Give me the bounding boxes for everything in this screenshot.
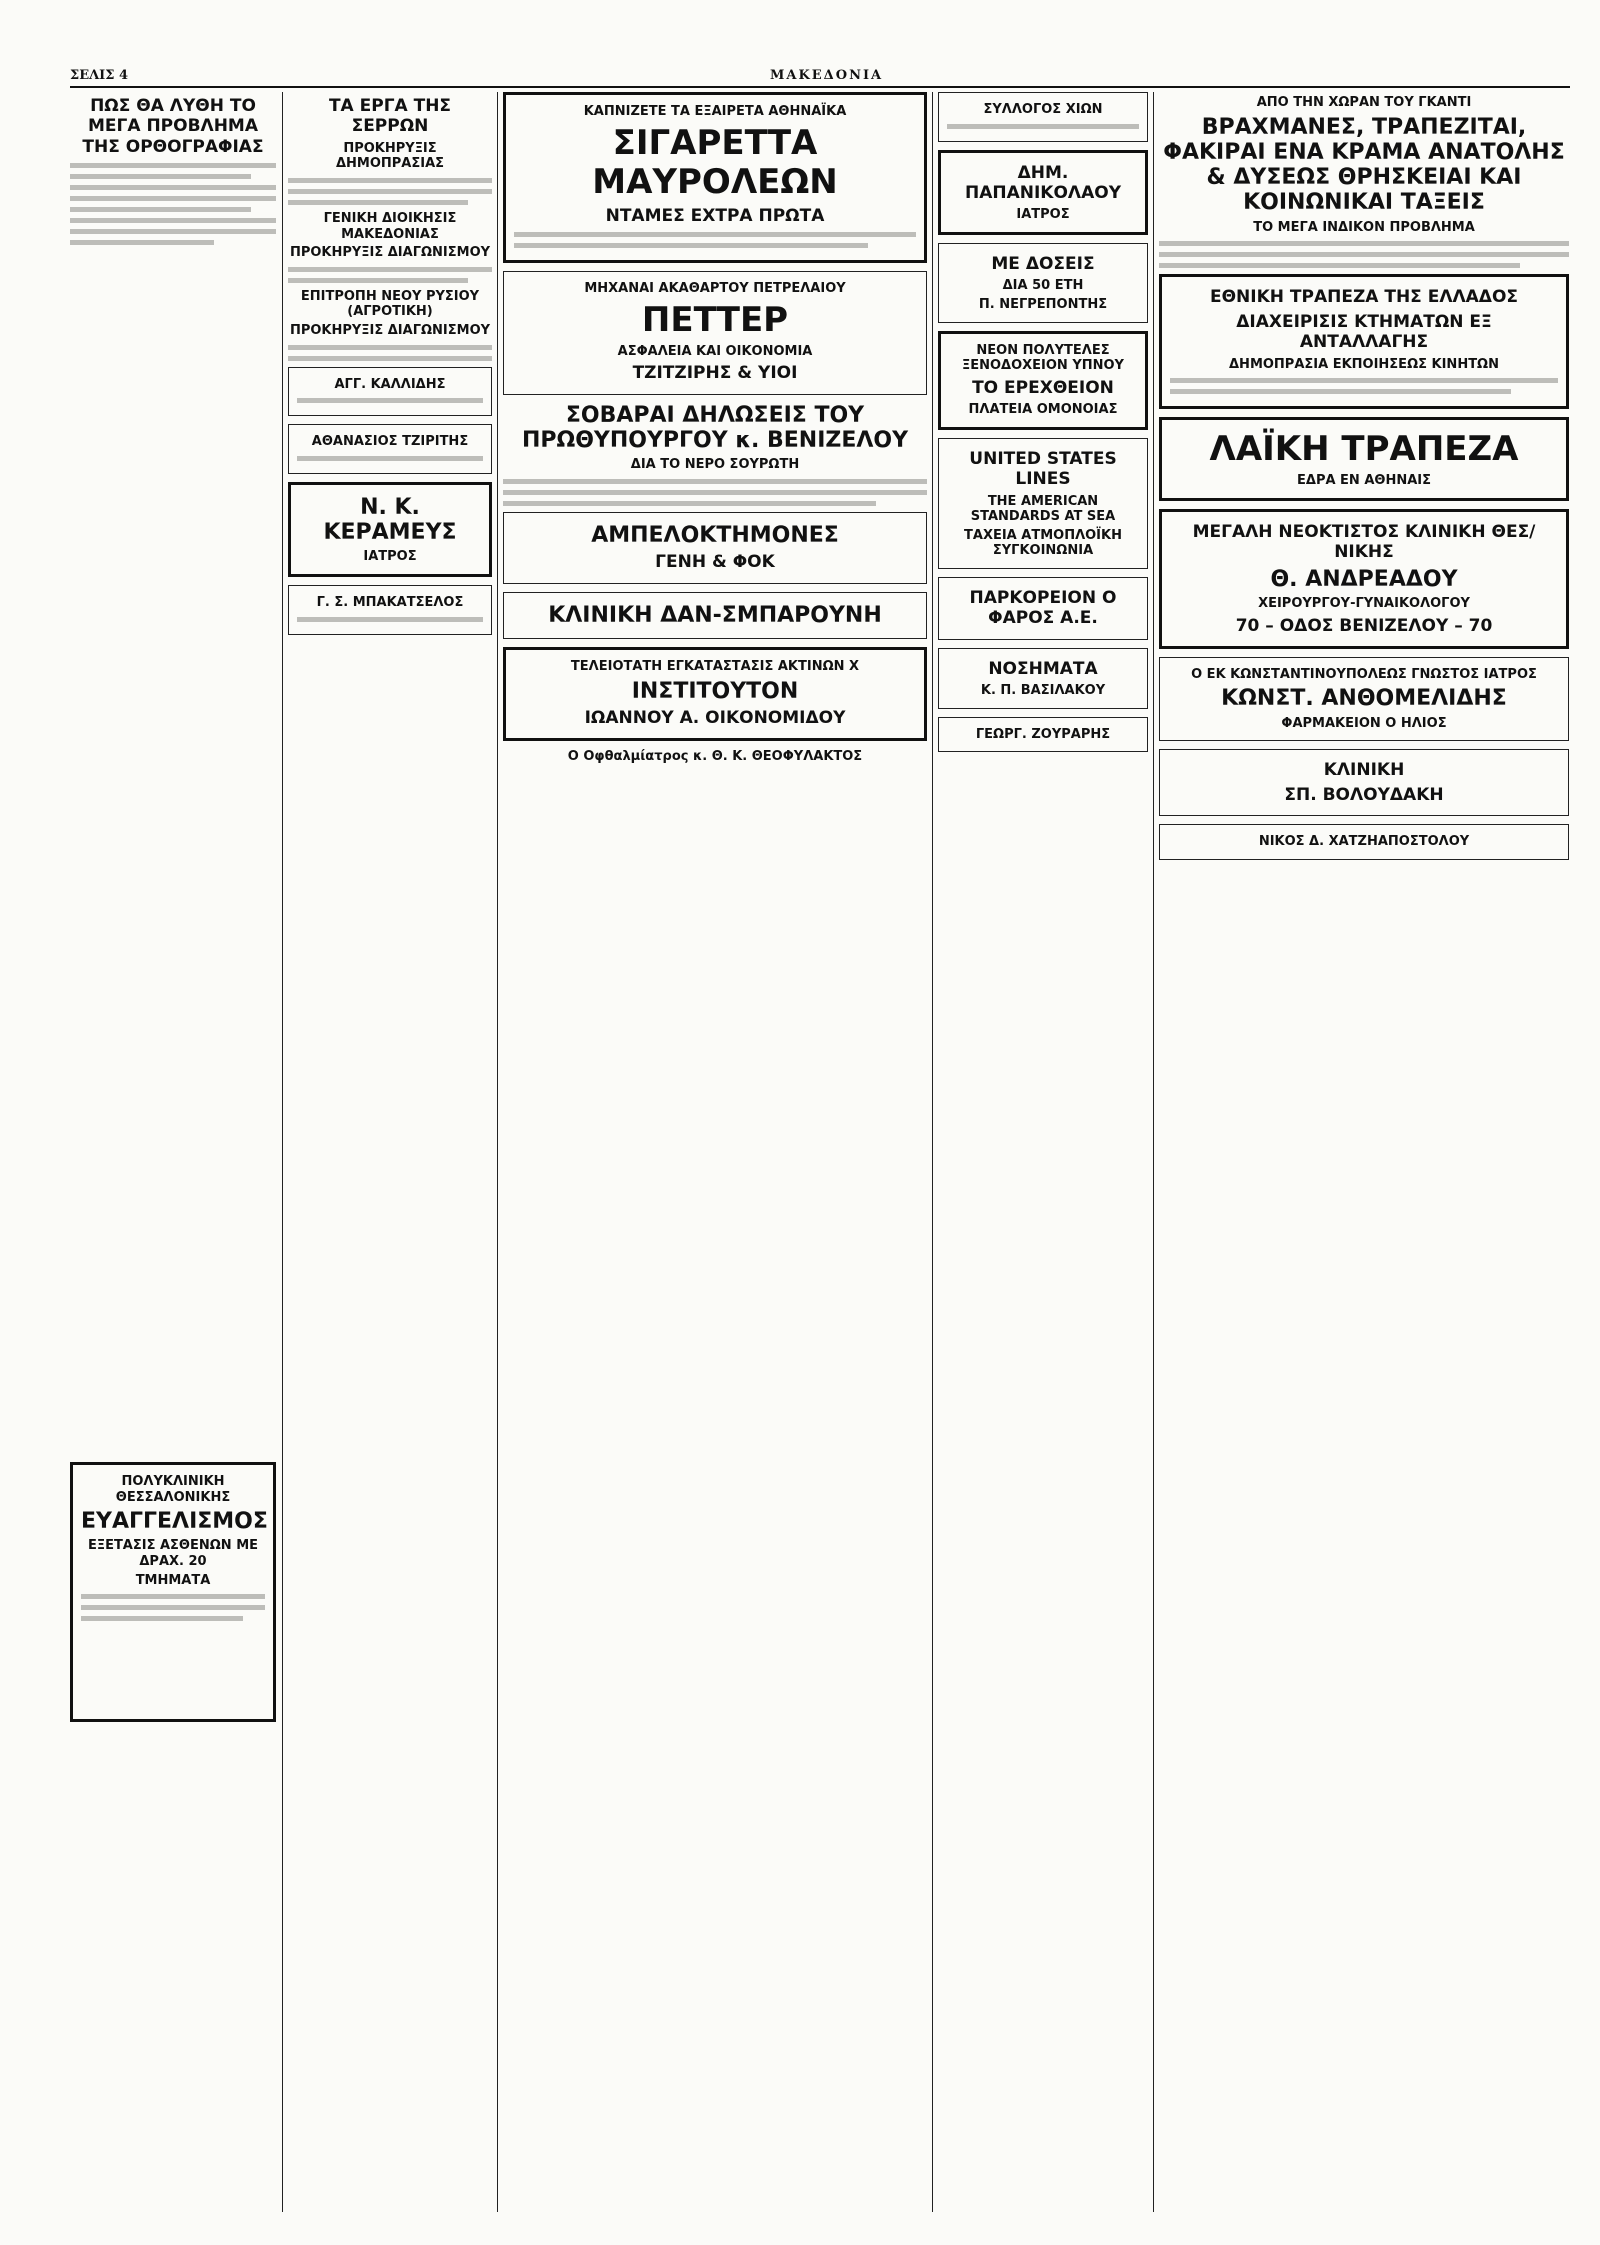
ad-faros: ΠΑΡΚΟΡΕΙΟΝ Ο ΦΑΡΟΣ Α.Ε. [938, 577, 1148, 640]
ad-petter-engines: ΜΗΧΑΝΑΙ ΑΚΑΘΑΡΤΟΥ ΠΕΤΡΕΛΑΙΟΥ ΠΕΤΤΕΡ ΑΣΦΑΛΕΙΑ ΚΑΙ ΟΙΚΟΝΟΜΙΑ ΤΖΙΤΖΙΡΗΣ & ΥΙΟΙ [503, 271, 927, 395]
ad-kerameus: Ν. Κ. ΚΕΡΑΜΕΥΣ ΙΑΤΡΟΣ [288, 482, 492, 577]
ad-tziritis: ΑΘΑΝΑΣΙΟΣ ΤΖΙΡΙΤΗΣ [288, 424, 492, 474]
ad-cigarettes: ΚΑΠΝΙΖΕΤΕ ΤΑ ΕΞΑΙΡΕΤΑ ΑΘΗΝΑΪΚΑ ΣΙΓΑΡΕΤΤΑ ΜΑΥΡΟΛΕΩΝ ΝΤΑΜΕΣ ΕΧΤΡΑ ΠΡΩΤΑ [503, 92, 927, 263]
ad-zourari: ΓΕΩΡΓ. ΖΟΥΡΑΡΗΣ [938, 717, 1148, 753]
ad-chios-union: ΣΥΛΛΟΓΟΣ ΧΙΩΝ [938, 92, 1148, 142]
column-1 [70, 92, 276, 2232]
ad-national-bank: ΕΘΝΙΚΗ ΤΡΑΠΕΖΑ ΤΗΣ ΕΛΛΑΔΟΣ ΔΙΑΧΕΙΡΙΣΙΣ ΚΤΗΜΑΤΩΝ ΕΞ ΑΝΤΑΛΛΑΓΗΣ ΔΗΜΟΠΡΑΣΙΑ ΕΚΠΟΙΗΣΕΩΣ ΚΙΝΗΤΩΝ [1159, 274, 1569, 409]
page-number: ΣΕΛΙΣ 4 [70, 68, 129, 83]
column-4 [938, 92, 1148, 2232]
ad-xray: ΤΕΛΕΙΟΤΑΤΗ ΕΓΚΑΤΑΣΤΑΣΙΣ ΑΚΤΙΝΩΝ Χ ΙΝΣΤΙΤΟΥΤΟΝ ΙΩΑΝΝΟΥ Α. ΟΙΚΟΝΟΜΙΔΟΥ [503, 647, 927, 741]
ad-kallidis: ΑΓΓ. ΚΑΛΛΙΔΗΣ [288, 367, 492, 417]
ad-popular-bank: ΛΑΪΚΗ ΤΡΑΠΕΖΑ ΕΔΡΑ ΕΝ ΑΘΗΝΑΙΣ [1159, 417, 1569, 501]
newspaper-title: ΜΑΚΕΔΟΝΙΑ [770, 68, 884, 83]
ad-hatziapostolou: ΝΙΚΟΣ Δ. ΧΑΤΖΗΑΠΟΣΤΟΛΟΥ [1159, 824, 1569, 860]
article-body [70, 163, 276, 245]
ad-vinegrowers: ΑΜΠΕΛΟΚΤΗΜΟΝΕΣ ΓΕΝΗ & ΦΟΚ [503, 512, 927, 584]
ad-ophthalmologist: Ο Οφθαλμίατρος κ. Θ. Κ. ΘΕΟΦΥΛΑΚΤΟΣ [567, 749, 863, 765]
ad-voloudaki: ΚΛΙΝΙΚΗ ΣΠ. ΒΟΛΟΥΔΑΚΗ [1159, 749, 1569, 816]
page-header [70, 70, 1570, 88]
ad-bakatselos: Γ. Σ. ΜΠΑΚΑΤΣΕΛΟΣ [288, 585, 492, 635]
headline-gandhi: ΒΡΑΧΜΑΝΕΣ, ΤΡΑΠΕΖΙΤΑΙ, ΦΑΚΙΡΑΙ ΕΝΑ ΚΡΑΜΑ ΑΝΑΤΟΛΗΣ & ΔΥΣΕΩΣ ΘΡΗΣΚΕΙΑΙ ΚΑΙ ΚΟΙΝΩΝΙΚΑΙ ΤΑΞΕΙΣ [1163, 114, 1565, 216]
ad-united-states-lines: UNITED STATES LINES THE AMERICAN STANDARDS AT SEA ΤΑΧΕΙΑ ΑΤΜΟΠΛΟΪΚΗ ΣΥΓΚΟΙΝΩΝΙΑ [938, 438, 1148, 569]
ad-vasilakou: ΝΟΣΗΜΑΤΑ Κ. Π. ΒΑΣΙΛΑΚΟΥ [938, 648, 1148, 709]
column-5: ΑΠΟ ΤΗΝ ΧΩΡΑΝ ΤΟΥ ΓΚΑΝΤΙ ΒΡΑΧΜΑΝΕΣ, ΤΡΑΠΕΖΙΤΑΙ, ΦΑΚΙΡΑΙ ΕΝΑ ΚΡΑΜΑ ΑΝΑΤΟΛΗΣ & ΔΥΣΕΩΣ ΘΡΗΣΚΕΙΑΙ ΚΑΙ ΚΟΙΝΩΝΙΚΑΙ ΤΑΞΕΙΣ ΤΟ ΜΕΓΑ ΙΝΔΙΚΟΝ ΠΡΟΒΛΗΜΑ ΕΘΝΙΚΗ ΤΡΑΠΕΖΑ ΤΗΣ ΕΛΛΑΔΟΣ ΔΙΑΧΕΙΡΙΣΙΣ ΚΤΗΜΑΤΩΝ ΕΞ ΑΝΤΑΛΛΑΓΗΣ ΔΗΜΟΠΡΑΣΙΑ ΕΚΠΟΙΗΣΕΩΣ ΚΙΝΗΤΩΝ ΛΑΪΚΗ ΤΡΑΠΕΖΑ ΕΔΡΑ ΕΝ ΑΘΗΝΑΙΣ ΜΕΓΑΛΗ ΝΕΟΚΤΙΣΤΟΣ ΚΛΙΝΙΚΗ ΘΕΣ/ΝΙΚΗΣ Θ. ΑΝΔΡΕΑΔΟΥ ΧΕΙΡΟΥΡΓΟΥ-ΓΥΝΑΙΚΟΛΟΓΟΥ 70 – ΟΔΟΣ ΒΕΝΙΖΕΛΟΥ – 70 Ο ΕΚ ΚΩΝΣΤΑΝΤΙΝΟΥΠΟΛΕΩΣ ΓΝΩΣΤΟΣ ΙΑΤΡΟΣ ΚΩΝΣΤ. ΑΝΘΟΜΕΛΙΔΗΣ ΦΑΡΜΑΚΕΙΟΝ Ο ΗΛΙΟΣ ΚΛΙΝΙΚΗ ΣΠ. ΒΟΛΟΥΔΑΚΗ ΝΙΚΟΣ Δ. ΧΑΤΖΗΑΠΟΣΤΟΛΟΥ [1159, 92, 1569, 2232]
column-3: ΚΑΠΝΙΖΕΤΕ ΤΑ ΕΞΑΙΡΕΤΑ ΑΘΗΝΑΪΚΑ ΣΙΓΑΡΕΤΤΑ ΜΑΥΡΟΛΕΩΝ ΝΤΑΜΕΣ ΕΧΤΡΑ ΠΡΩΤΑ ΜΗΧΑΝΑΙ ΑΚΑΘΑΡΤΟΥ ΠΕΤΡΕΛΑΙΟΥ ΠΕΤΤΕΡ ΑΣΦΑΛΕΙΑ ΚΑΙ ΟΙΚΟΝΟΜΙΑ ΤΖΙΤΖΙΡΗΣ & ΥΙΟΙ ΣΟΒΑΡΑΙ ΔΗΛΩΣΕΙΣ ΤΟΥ ΠΡΩΘΥΠΟΥΡΓΟΥ κ. ΒΕΝΙΖΕΛΟΥ ΔΙΑ ΤΟ ΝΕΡΟ ΣΟΥΡΩΤΗ ΑΜΠΕΛΟΚΤΗΜΟΝΕΣ ΓΕΝΗ & ΦΟΚ ΚΛΙΝΙΚΗ ΔΑΝ-ΣΜΠΑΡΟΥΝΗ ΤΕΛΕΙΟΤΑΤΗ ΕΓΚΑΤΑΣΤΑΣΙΣ ΑΚΤΙΝΩΝ Χ ΙΝΣΤΙΤΟΥΤΟΝ ΙΩΑΝΝΟΥ Α. ΟΙΚΟΝΟΜΙΔΟΥ Ο Οφθαλμίατρος κ. Θ. Κ. ΘΕΟΦΥΛΑΚΤΟΣ [503, 92, 927, 2232]
ad-anthomelidis: Ο ΕΚ ΚΩΝΣΤΑΝΤΙΝΟΥΠΟΛΕΩΣ ΓΝΩΣΤΟΣ ΙΑΤΡΟΣ ΚΩΝΣΤ. ΑΝΘΟΜΕΛΙΔΗΣ ΦΑΡΜΑΚΕΙΟΝ Ο ΗΛΙΟΣ [1159, 657, 1569, 741]
ad-installments: ΜΕ ΔΟΣΕΙΣ ΔΙΑ 50 ΕΤΗ Π. ΝΕΓΡΕΠΟΝΤΗΣ [938, 243, 1148, 323]
headline-orthography: ΠΩΣ ΘΑ ΛΥΘΗ ΤΟ ΜΕΓΑ ΠΡΟΒΛΗΜΑ ΤΗΣ ΟΡΘΟΓΡΑΦΙΑΣ [82, 96, 264, 157]
ad-hotel: ΝΕΟΝ ΠΟΛΥΤΕΛΕΣ ΞΕΝΟΔΟΧΕΙΟΝ ΥΠΝΟΥ ΤΟ ΕΡΕΧΘΕΙΟΝ ΠΛΑΤΕΙΑ ΟΜΟΝΟΙΑΣ [938, 331, 1148, 430]
ad-clinic: ΚΛΙΝΙΚΗ ΔΑΝ-ΣΜΠΑΡΟΥΝΗ [503, 592, 927, 639]
ad-andreadou-clinic: ΜΕΓΑΛΗ ΝΕΟΚΤΙΣΤΟΣ ΚΛΙΝΙΚΗ ΘΕΣ/ΝΙΚΗΣ Θ. ΑΝΔΡΕΑΔΟΥ ΧΕΙΡΟΥΡΓΟΥ-ΓΥΝΑΙΚΟΛΟΓΟΥ 70 – ΟΔΟΣ ΒΕΝΙΖΕΛΟΥ – 70 [1159, 509, 1569, 649]
ad-polyclinic: ΠΟΛΥΚΛΙΝΙΚΗ ΘΕΣΣΑΛΟΝΙΚΗΣ ΕΥΑΓΓΕΛΙΣΜΟΣ ΕΞΕΤΑΣΙΣ ΑΣΘΕΝΩΝ ΜΕ ΔΡΑΧ. 20 ΤΜΗΜΑΤΑ [70, 1462, 276, 1722]
column-2: ΤΑ ΕΡΓΑ ΤΗΣ ΣΕΡΡΩΝ ΠΡΟΚΗΡΥΞΙΣ ΔΗΜΟΠΡΑΣΙΑΣ ΓΕΝΙΚΗ ΔΙΟΙΚΗΣΙΣ ΜΑΚΕΔΟΝΙΑΣ ΠΡΟΚΗΡΥΞΙΣ ΔΙΑΓΩΝΙΣΜΟΥ ΕΠΙΤΡΟΠΗ ΝΕΟΥ ΡΥΣΙΟΥ (ΑΓΡΟΤΙΚΗ) ΠΡΟΚΗΡΥΞΙΣ ΔΙΑΓΩΝΙΣΜΟΥ ΑΓΓ. ΚΑΛΛΙΔΗΣ ΑΘΑΝΑΣΙΟΣ ΤΖΙΡΙΤΗΣ Ν. Κ. ΚΕΡΑΜΕΥΣ ΙΑΤΡΟΣ Γ. Σ. ΜΠΑΚΑΤΣΕΛΟΣ [288, 92, 492, 2232]
headline-venizelos: ΣΟΒΑΡΑΙ ΔΗΛΩΣΕΙΣ ΤΟΥ ΠΡΩΘΥΠΟΥΡΓΟΥ κ. ΒΕΝΙΖΕΛΟΥ [521, 402, 909, 454]
ad-papanikolaou: ΔΗΜ. ΠΑΠΑΝΙΚΟΛΑΟΥ ΙΑΤΡΟΣ [938, 150, 1148, 235]
